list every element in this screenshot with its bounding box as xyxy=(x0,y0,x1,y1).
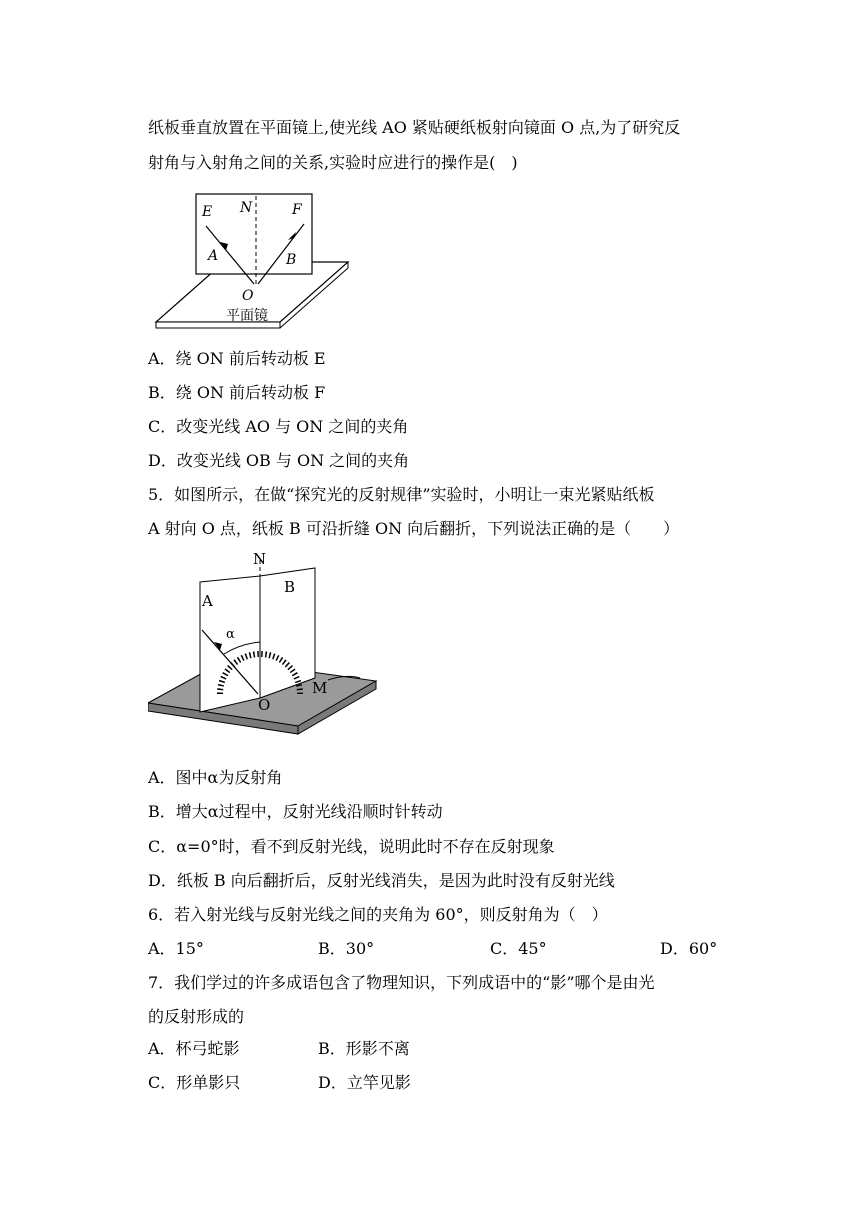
q6-option-b: B．30° xyxy=(318,939,375,958)
q5-stem-line-2: A 射向 O 点，纸板 B 可沿折缝 ON 向后翻折，下列说法正确的是（ ） xyxy=(148,519,680,538)
label-f: F xyxy=(292,202,302,218)
q7-stem-line-2: 的反射形成的 xyxy=(148,1007,245,1026)
mirror-label: 平面镜 xyxy=(226,308,268,324)
label-a: A xyxy=(202,592,213,610)
q5-option-c: C．α=0°时，看不到反射光线，说明此时不存在反射现象 xyxy=(148,837,555,856)
label-a: A xyxy=(208,248,219,264)
q7-option-d: D．立竿见影 xyxy=(318,1073,411,1092)
intro-line-1: 纸板垂直放置在平面镜上,使光线 AO 紧贴硬纸板射向镜面 O 点,为了研究反 xyxy=(148,118,681,137)
intro-line-2: 射角与入射角之间的关系,实验时应进行的操作是( ) xyxy=(148,153,518,172)
label-b: B xyxy=(284,578,296,596)
q7-option-a: A．杯弓蛇影 xyxy=(148,1039,240,1058)
figure-plane-mirror xyxy=(148,190,358,330)
q5-option-a: A．图中α为反射角 xyxy=(148,768,283,787)
q7-option-b: B．形影不离 xyxy=(318,1039,410,1058)
q6-option-c: C．45° xyxy=(490,939,547,958)
label-alpha: α xyxy=(226,627,235,642)
label-o: O xyxy=(242,288,254,304)
q6-option-a: A．15° xyxy=(148,939,204,958)
q4-option-a: A．绕 ON 前后转动板 E xyxy=(148,349,326,368)
q5-option-b: B．增大α过程中，反射光线沿顺时针转动 xyxy=(148,802,443,821)
label-b: B xyxy=(286,252,297,268)
label-e: E xyxy=(202,204,213,220)
q4-option-d: D．改变光线 OB 与 ON 之间的夹角 xyxy=(148,451,410,470)
q4-option-b: B．绕 ON 前后转动板 F xyxy=(148,383,326,402)
label-m: M xyxy=(312,679,328,697)
label-o: O xyxy=(258,696,271,714)
label-n: N xyxy=(240,200,253,216)
q6-stem: 6．若入射光线与反射光线之间的夹角为 60°，则反射角为（ ） xyxy=(148,905,608,924)
q5-stem-line-1: 5．如图所示，在做“探究光的反射规律”实验时，小明让一束光紧贴纸板 xyxy=(148,485,655,504)
q6-option-d: D．60° xyxy=(660,939,718,958)
q7-stem-line-1: 7．我们学过的许多成语包含了物理知识，下列成语中的“影”哪个是由光 xyxy=(148,973,655,992)
q4-option-c: C．改变光线 AO 与 ON 之间的夹角 xyxy=(148,417,409,436)
label-n: N xyxy=(253,550,267,568)
q7-option-c: C．形单影只 xyxy=(148,1073,241,1092)
q5-option-d: D．纸板 B 向后翻折后，反射光线消失，是因为此时没有反射光线 xyxy=(148,871,615,890)
figure-reflection-apparatus xyxy=(148,548,380,753)
